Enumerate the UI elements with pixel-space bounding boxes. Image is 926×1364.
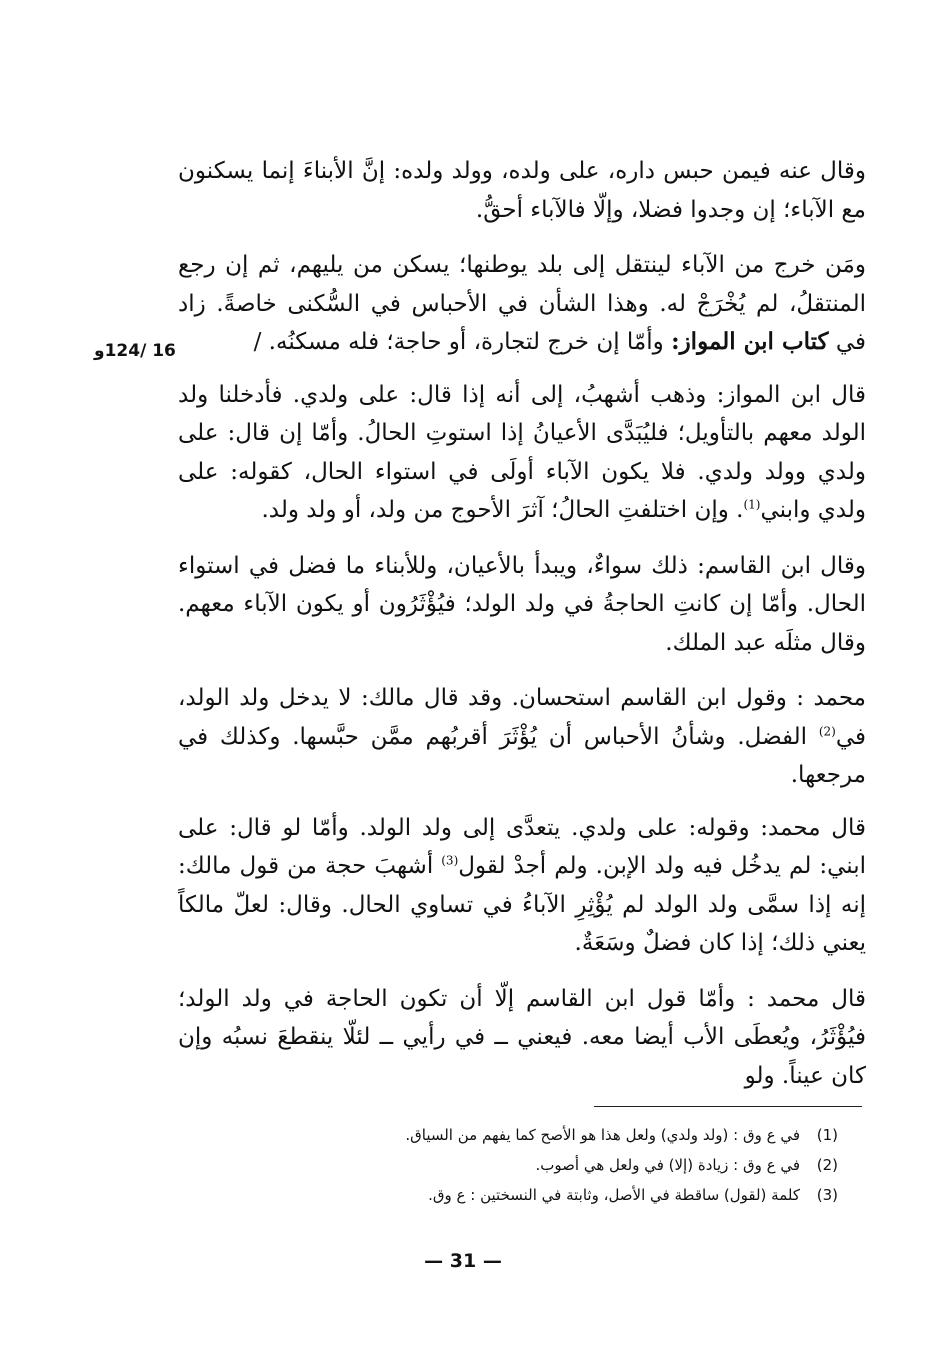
paragraph-4: [178, 547, 866, 663]
paragraph-2: [178, 246, 866, 362]
footnote-ref-2[interactable]: (2): [818, 723, 836, 738]
paragraph-5-tail: الفضل. وشأنُ الأحباس أن يُؤْثَرَ أقربُهم ممَّن حبَّسها. وكذلك في مرجعها.: [178, 723, 866, 788]
paragraph-4-text: وقال ابن القاسم: ذلك سواءٌ، ويبدأ بالأعيان، وللأبناء ما فضل في استواء الحال. وأمّا إن كانتِ الحاجةُ في ولد الولد؛ فيُؤْثَرُون أو يكون الآباء معهم. وقال مثلَه عبد الملك.: [178, 552, 866, 656]
paragraph-2-tail: وأمّا إن خرج لتجارة، أو حاجة؛ فله مسكنُه. /: [253, 329, 664, 355]
main-text: [178, 152, 866, 1112]
paragraph-3-tail: . وإن اختلفتِ الحالُ؛ آثرَ الأحوج من ولد، أو ولد ولد.: [261, 497, 744, 523]
footnotes: [330, 1120, 838, 1210]
paragraph-7: [178, 980, 866, 1096]
footnote-separator: [594, 1106, 862, 1107]
paragraph-1: [178, 152, 866, 229]
footnote-number: (1): [816, 1126, 838, 1144]
footnote-text: كلمة (لقول) ساقطة في الأصل، وثابتة في النسختين : ع وق.: [428, 1186, 800, 1204]
footnote-number: (2): [816, 1156, 838, 1174]
footnote-text: في ع وق : زيادة (إلا) في ولعل هي أصوب.: [535, 1156, 800, 1174]
paragraph-1-text: وقال عنه فيمن حبس داره، على ولده، وولد ولده: إنَّ الأبناءَ إنما يسكنون مع الآباء؛ إن وجدوا فضلا، وإلّا فالآباء أحقُّ.: [178, 158, 866, 223]
paragraph-6-text: قال محمد: وقوله: على ولدي. يتعدَّى إلى ولد الولد. وأمّا لو قال: على ابني: لم يدخُل فيه ولد الإبن. ولم أجدْ لقول: [178, 814, 866, 879]
footnote-ref-1[interactable]: (1): [743, 497, 761, 512]
footnote-1: [330, 1120, 838, 1150]
paragraph-3: [178, 376, 866, 530]
paragraph-7-text: قال محمد : وأمّا قول ابن القاسم إلّا أن تكون الحاجة في ولد الولد؛ فيُؤْثَرُ، ويُعطَى الأب أيضا معه. فيعني ــ في رأيي ــ لئلّا ينقطعَ نسبُه وإن كان عيناً. ولو: [178, 985, 866, 1089]
footnote-number: (3): [816, 1186, 838, 1204]
paragraph-5-text: محمد : وقول ابن القاسم استحسان. وقد قال مالك: لا يدخل ولد الولد، في: [178, 685, 866, 750]
page-number: — 31 —: [424, 1250, 502, 1272]
folio-marker: 16 /124و: [94, 341, 176, 361]
paragraph-6-tail: أشهبَ حجة من قول مالك: إنه إذا سمَّى ولد الولد لم يُؤْثِرِ الآباءُ في تساوي الحال. وقال: لعلّ مالكاً يعني ذلك؛ إذا كان فضلٌ وسَعَةٌ.: [178, 853, 866, 956]
paragraph-2-text: ومَن خرج من الآباء لينتقل إلى بلد يوطنها؛ يسكن من يليهم، ثم إن رجع المنتقلُ، لم يُخْرَجْ له. وهذا الشأن في الأحباس في السُّكنى خاصةً. زاد في: [178, 252, 866, 355]
paragraph-5: [178, 679, 866, 795]
footnote-2: [330, 1150, 838, 1180]
footnote-ref-3[interactable]: (3): [441, 853, 459, 868]
paragraph-3-text: قال ابن المواز: وذهب أشهبُ، إلى أنه إذا قال: على ولدي. فأدخلنا ولد الولد معهم بالتأويل؛ فليُبَدَّى الأعيانُ إذا استوتِ الحالُ. وأمّا إن قال: على ولدي وولد ولدي. فلا يكون الآباء أولَى في استواء الحال، كقوله: على ولدي وابني: [178, 381, 866, 523]
paragraph-6: [178, 809, 866, 963]
footnote-3: [330, 1180, 838, 1210]
source-reference: كتاب ابن المواز:: [671, 328, 829, 355]
footnote-text: في ع وق : (ولد ولدي) ولعل هذا هو الأصح كما يفهم من السياق.: [405, 1126, 800, 1144]
